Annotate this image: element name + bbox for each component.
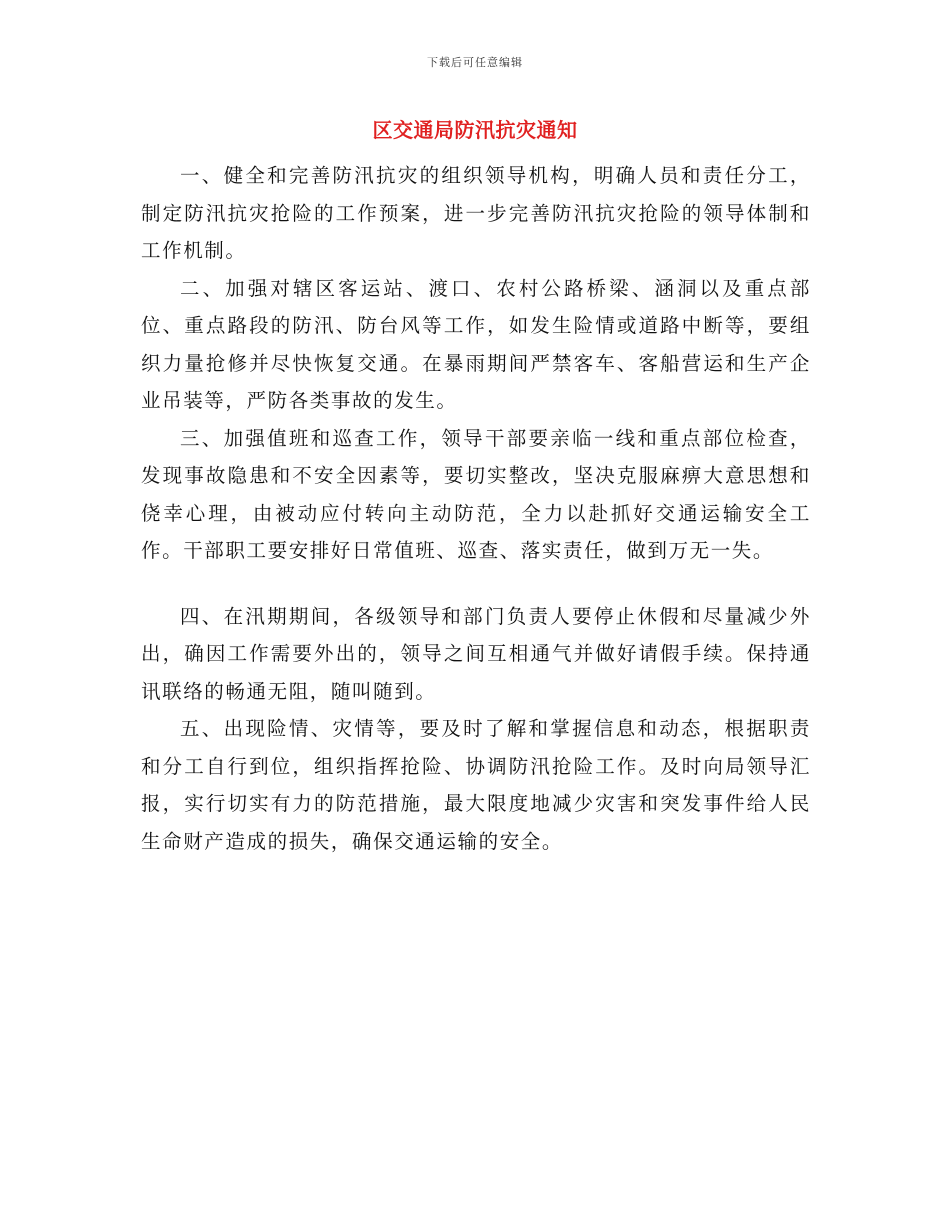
paragraph-4: 四、在汛期期间，各级领导和部门负责人要停止休假和尽量减少外出，确因工作需要外出的，领导之间互相通气并做好请假手续。保持通讯联络的畅通无阻，随叫随到。 — [141, 604, 811, 703]
paragraph-gap — [141, 570, 811, 598]
paragraph-2: 二、加强对辖区客运站、渡口、农村公路桥梁、涵洞以及重点部位、重点路段的防汛、防台风等工作，如发生险情或道路中断等，要组织力量抢修并尽快恢复交通。在暴雨期间严禁客车、客船营运和生产企业吊装等，严防各类事故的发生。 — [141, 276, 811, 412]
paragraph-3: 三、加强值班和巡查工作，领导干部要亲临一线和重点部位检查，发现事故隐患和不安全因素等，要切实整改，坚决克服麻痹大意思想和侥幸心理，由被动应付转向主动防范，全力以赴抓好交通运输安全工作。干部职工要安排好日常值班、巡查、落实责任，做到万无一失。 — [141, 426, 811, 562]
paragraph-1: 一、健全和完善防汛抗灾的组织领导机构，明确人员和责任分工，制定防汛抗灾抢险的工作预案，进一步完善防汛抗灾抢险的领导体制和工作机制。 — [141, 164, 811, 262]
document-body — [141, 157, 811, 860]
paragraph-5: 五、出现险情、灾情等，要及时了解和掌握信息和动态，根据职责和分工自行到位，组织指挥抢险、协调防汛抢险工作。及时向局领导汇报，实行切实有力的防范措施，最大限度地减少灾害和突发事件给人民生命财产造成的损失，确保交通运输的安全。 — [141, 717, 811, 853]
header-note: 下载后可任意编辑 — [427, 56, 523, 69]
document-title: 区交通局防汛抗灾通知 — [372, 118, 578, 142]
